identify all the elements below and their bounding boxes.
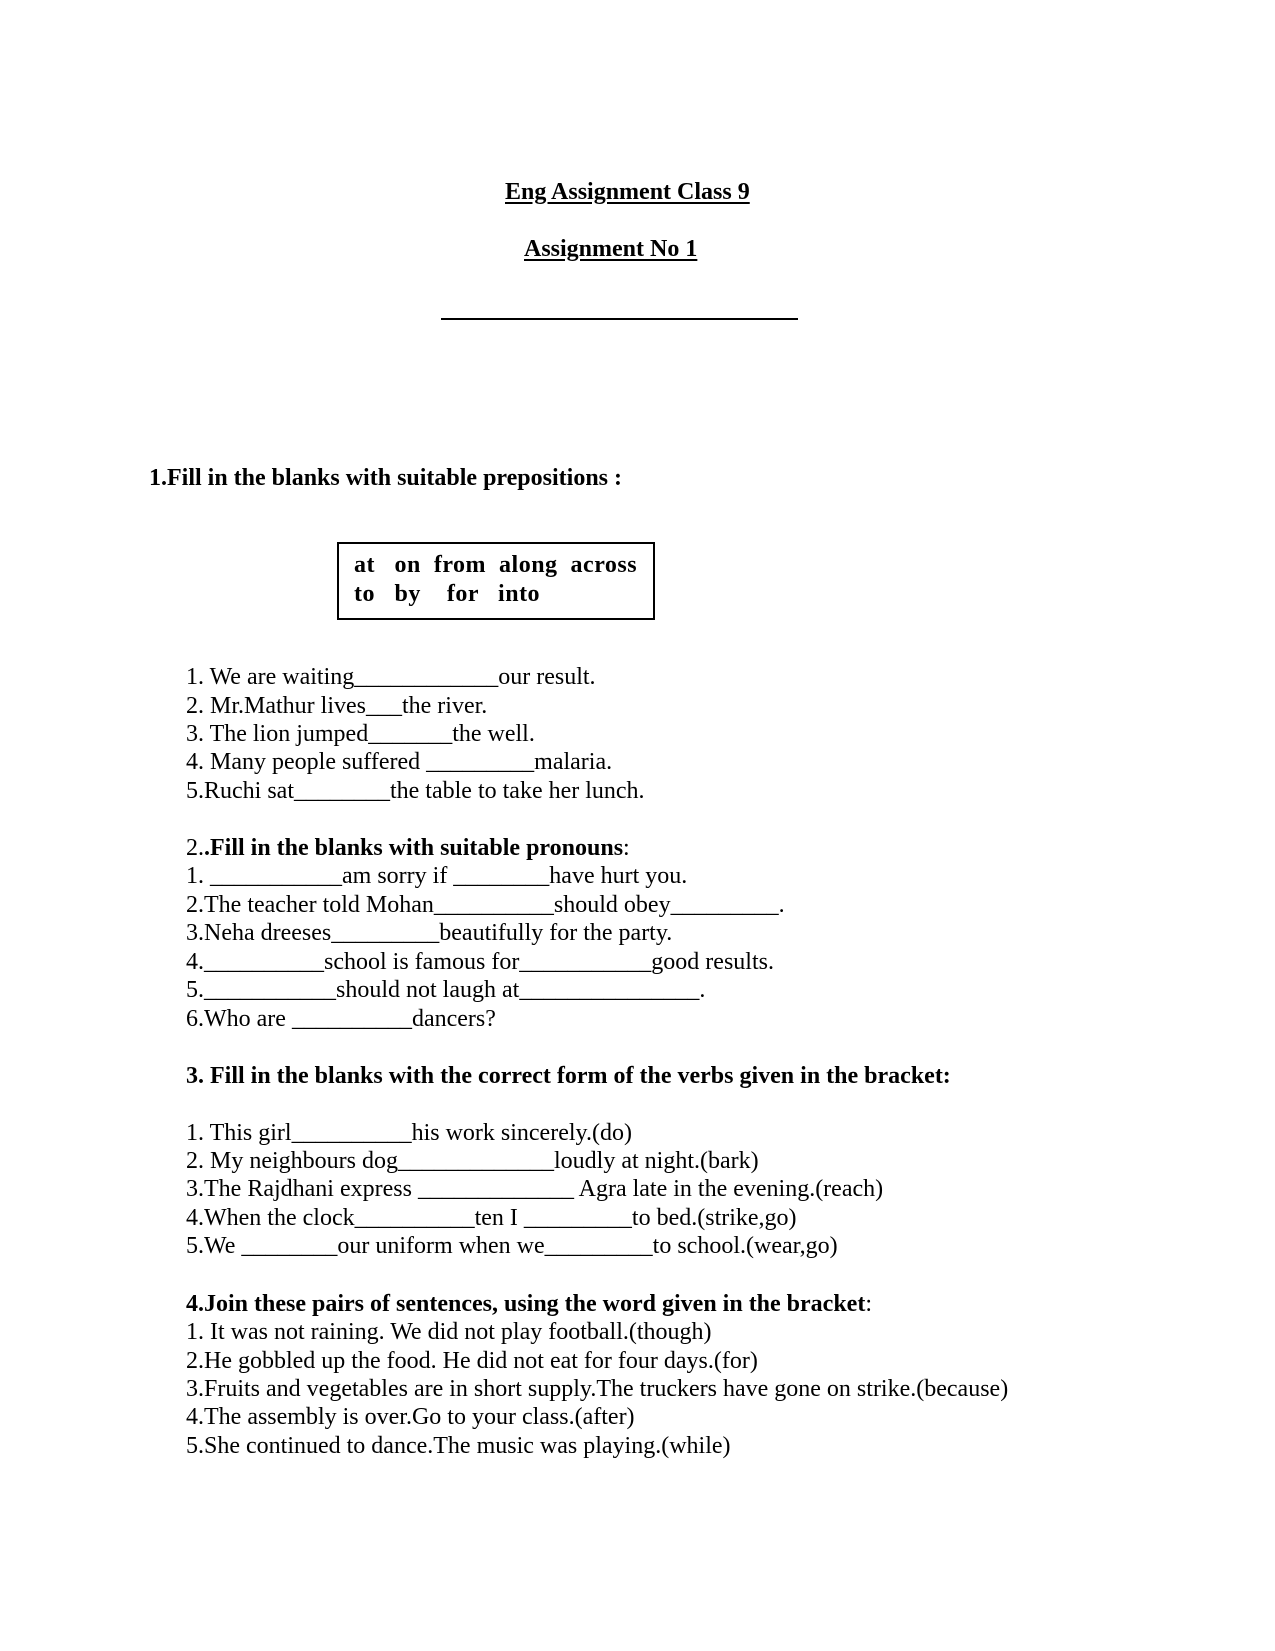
section4-item: 3.Fruits and vegetables are in short supply.The truckers have gone on strike.(because) bbox=[186, 1376, 1009, 1402]
section4-heading bbox=[186, 1290, 872, 1318]
section3-item: 4.When the clock__________ten I _________to bed.(strike,go) bbox=[186, 1205, 797, 1231]
section1-item: 2. Mr.Mathur lives___the river. bbox=[186, 693, 488, 719]
section4-item: 2.He gobbled up the food. He did not eat for four days.(for) bbox=[186, 1348, 758, 1374]
section2-item: 6.Who are __________dancers? bbox=[186, 1006, 496, 1032]
section1-item: 4. Many people suffered _________malaria. bbox=[186, 749, 613, 775]
section2-heading-prefix: 2. bbox=[186, 835, 204, 861]
section2-heading-text: .Fill in the blanks with suitable pronouns bbox=[204, 835, 624, 861]
section4-item: 4.The assembly is over.Go to your class.(after) bbox=[186, 1404, 635, 1430]
word-box-row: to by for into bbox=[354, 581, 541, 607]
section2-heading-suffix: : bbox=[623, 835, 630, 861]
section4-heading-suffix: : bbox=[865, 1291, 872, 1317]
section2-heading bbox=[186, 834, 630, 862]
section4-item: 1. It was not raining. We did not play football.(though) bbox=[186, 1319, 712, 1345]
section1-item: 1. We are waiting____________our result. bbox=[186, 664, 596, 690]
section4-heading-text: 4.Join these pairs of sentences, using the word given in the bracket bbox=[186, 1291, 866, 1317]
section4-item: 5.She continued to dance.The music was playing.(while) bbox=[186, 1433, 731, 1459]
word-box-row: at on from along across bbox=[354, 552, 638, 578]
section2-item: 3.Neha dreeses_________beautifully for the party. bbox=[186, 920, 673, 946]
section3-heading: 3. Fill in the blanks with the correct form of the verbs given in the bracket: bbox=[186, 1063, 951, 1089]
assignment-number: Assignment No 1 bbox=[524, 236, 698, 262]
section1-item: 5.Ruchi sat________the table to take her lunch. bbox=[186, 778, 645, 804]
section3-item: 1. This girl__________his work sincerely.(do) bbox=[186, 1120, 632, 1146]
section2-item: 4.__________school is famous for___________good results. bbox=[186, 949, 774, 975]
title-divider bbox=[441, 318, 798, 320]
section1-heading: 1.Fill in the blanks with suitable prepositions : bbox=[149, 465, 622, 491]
section1-item: 3. The lion jumped_______the well. bbox=[186, 721, 535, 747]
section2-item: 5.___________should not laugh at_______________. bbox=[186, 977, 706, 1003]
section3-item: 2. My neighbours dog_____________loudly at night.(bark) bbox=[186, 1148, 759, 1174]
preposition-word-box bbox=[337, 542, 655, 620]
document-title: Eng Assignment Class 9 bbox=[505, 179, 750, 205]
section2-item: 1. ___________am sorry if ________have hurt you. bbox=[186, 863, 688, 889]
section3-item: 3.The Rajdhani express _____________ Agra late in the evening.(reach) bbox=[186, 1176, 884, 1202]
section2-item: 2.The teacher told Mohan__________should obey_________. bbox=[186, 892, 785, 918]
section3-item: 5.We ________our uniform when we_________to school.(wear,go) bbox=[186, 1233, 838, 1259]
